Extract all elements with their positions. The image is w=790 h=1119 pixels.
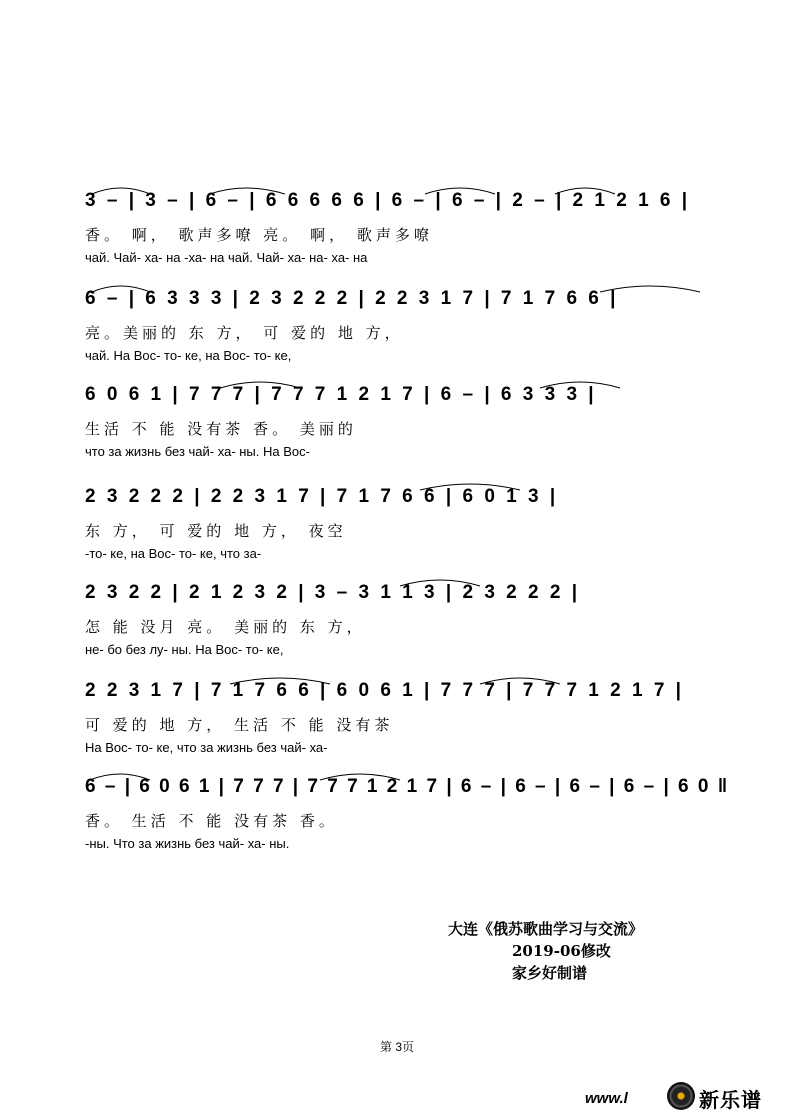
- russian-lyrics-line: не- бо без лу- ны. На Вос- то- ке,: [85, 642, 284, 657]
- russian-lyrics-line: -то- ке, на Вос- то- ке, что за-: [85, 546, 262, 561]
- credit-line-2: 2019-06修改: [512, 942, 611, 960]
- notation-line: 6 0 6 1 | 7 7 7 | 7 7 7 1 2 1 7 | 6 – | 6 3 3 3 |: [85, 384, 594, 405]
- chinese-lyrics-line: 亮。美丽的 东 方， 可 爱的 地 方，: [85, 324, 404, 342]
- arranger-credit: [0, 918, 790, 988]
- record-disc-icon: [667, 1082, 695, 1110]
- chinese-lyrics-line: 香。 生活 不 能 没有茶 香。: [85, 812, 338, 830]
- notation-line: 3 – | 3 – | 6 – | 6 6 6 6 6 | 6 – | 6 – | 2 – | 2 1 2 1 6 |: [85, 190, 688, 211]
- notation-line: 6 – | 6 3 3 3 | 2 3 2 2 2 | 2 2 3 1 7 | 7 1 7 6 6 |: [85, 288, 616, 309]
- site-watermark: [585, 1082, 785, 1114]
- chinese-lyrics-line: 香。 啊， 歌声多嘹 亮。 啊， 歌声多嘹: [85, 226, 433, 244]
- chinese-lyrics-line: 东 方， 可 爱的 地 方， 夜空: [85, 522, 347, 540]
- page-number: 第 3页: [380, 1040, 415, 1054]
- watermark-name: 新乐谱: [699, 1088, 762, 1112]
- credit-line-1: 大连《俄苏歌曲学习与交流》: [448, 920, 644, 938]
- chinese-lyrics-line: 生活 不 能 没有茶 香。 美丽的: [85, 420, 357, 438]
- notation-line: 2 3 2 2 2 | 2 2 3 1 7 | 7 1 7 6 6 | 6 0 1 3 |: [85, 486, 556, 507]
- notation-line: 2 2 3 1 7 | 7 1 7 6 6 | 6 0 6 1 | 7 7 7 | 7 7 7 1 2 1 7 |: [85, 680, 681, 701]
- russian-lyrics-line: чай. На Вос- то- ке, на Вос- то- ке,: [85, 348, 292, 363]
- russian-lyrics-line: что за жизнь без чай- ха- ны. На Вос-: [85, 444, 310, 459]
- notation-line: 6 – | 6 0 6 1 | 7 7 7 | 7 7 7 1 2 1 7 | 6 – | 6 – | 6 – | 6 – | 6 0 ‖: [85, 776, 728, 797]
- chinese-lyrics-line: 怎 能 没月 亮。 美丽的 东 方，: [85, 618, 366, 636]
- russian-lyrics-line: -ны. Что за жизнь без чай- ха- ны.: [85, 836, 290, 851]
- russian-lyrics-line: чай. Чай- ха- на -ха- на чай. Чай- ха- на- ха- на: [85, 250, 368, 265]
- notation-line: 2 3 2 2 | 2 1 2 3 2 | 3 – 3 1 1 3 | 2 3 2 2 2 |: [85, 582, 578, 603]
- watermark-url: www.l: [585, 1090, 628, 1107]
- credit-line-3: 家乡好制谱: [512, 964, 588, 982]
- chinese-lyrics-line: 可 爱的 地 方， 生活 不 能 没有茶: [85, 716, 394, 734]
- russian-lyrics-line: На Вос- то- ке, что за жизнь без чай- ха-: [85, 740, 328, 755]
